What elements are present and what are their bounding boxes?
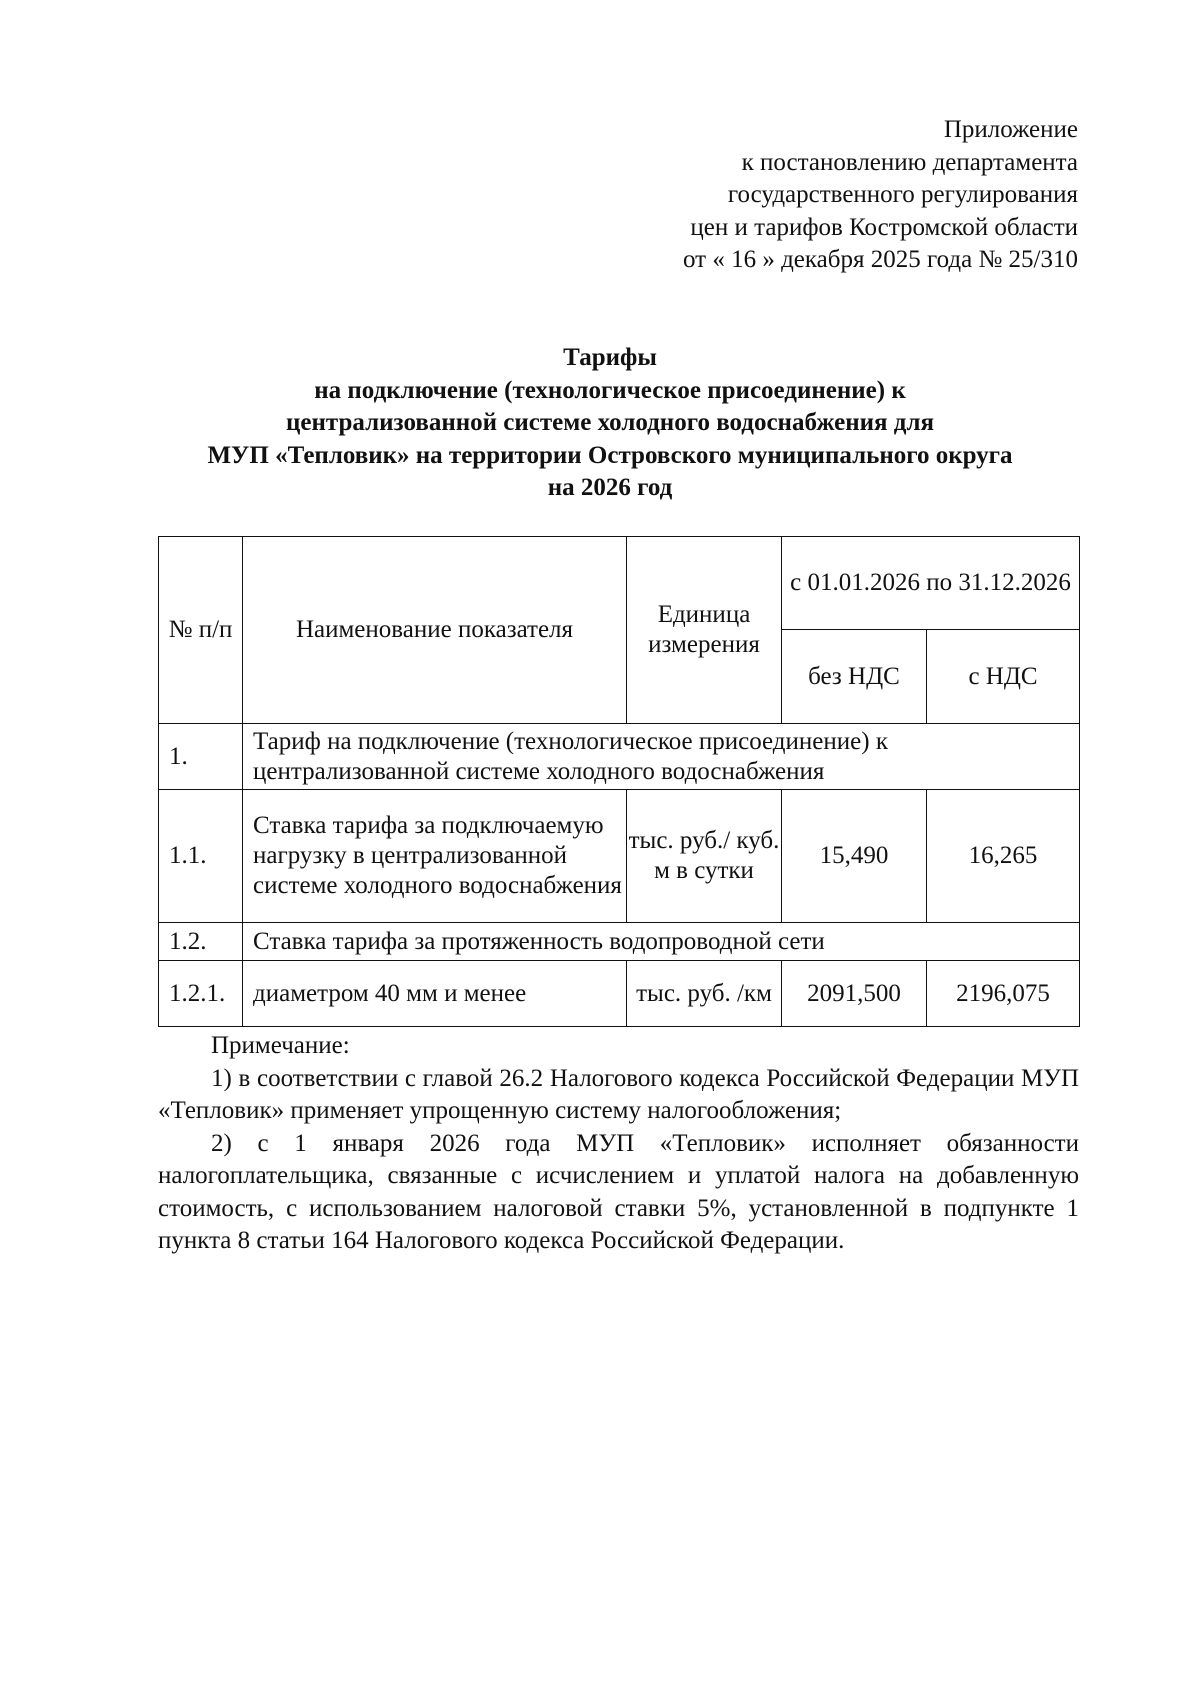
- table-row: [159, 724, 1080, 790]
- row-name: Ставка тарифа за подключаемую нагрузку в централизованной системе холодного водоснабжения: [243, 790, 627, 923]
- header-no-vat: без НДС: [782, 630, 927, 724]
- row-section-text: Тариф на подключение (технологическое присоединение) к централизованной системе холодного водоснабжения: [243, 724, 1080, 790]
- notes-section: [158, 1030, 1079, 1258]
- appendix-line: Приложение: [943, 116, 1078, 143]
- row-value-no-vat: 15,490: [782, 790, 927, 923]
- tariff-table: [158, 536, 1080, 1027]
- header-with-vat: с НДС: [927, 630, 1080, 724]
- row-num: 1.2.: [159, 923, 243, 961]
- notes-label: Примечание:: [211, 1032, 350, 1059]
- header-unit: Единица измерения: [627, 537, 782, 724]
- appendix-header: [683, 114, 1078, 277]
- title-line: на 2026 год: [547, 474, 673, 501]
- row-section-text: Ставка тарифа за протяженность водопроводной сети: [243, 923, 1080, 961]
- row-value-no-vat: 2091,500: [782, 961, 927, 1027]
- document-title: [130, 342, 1090, 505]
- title-line: Тарифы: [563, 344, 657, 371]
- row-value-with-vat: 2196,075: [927, 961, 1080, 1027]
- appendix-line: государственного регулирования: [727, 181, 1078, 208]
- table-header-row: [159, 537, 1080, 630]
- header-num: № п/п: [159, 537, 243, 724]
- row-num: 1.1.: [159, 790, 243, 923]
- header-name: Наименование показателя: [243, 537, 627, 724]
- note-item: 2) с 1 января 2026 года МУП «Тепловик» исполняет обязанности налогоплательщика, связанные с исчислением и уплатой налога на добавленную стоимость, с использованием налоговой ставки 5%, установленной в подпункте 1 пункта 8 статьи 164 Налогового кодекса Российской Федерации.: [158, 1129, 1079, 1254]
- appendix-line: от « 16 » декабря 2025 года № 25/310: [682, 246, 1078, 273]
- row-name: диаметром 40 мм и менее: [243, 961, 627, 1027]
- header-period: с 01.01.2026 по 31.12.2026: [782, 537, 1080, 630]
- row-unit: тыс. руб. /км: [627, 961, 782, 1027]
- row-num: 1.2.1.: [159, 961, 243, 1027]
- title-line: централизованной системе холодного водоснабжения для: [286, 409, 934, 436]
- table-row: [159, 923, 1080, 961]
- title-line: на подключение (технологическое присоединение) к: [314, 376, 906, 404]
- row-value-with-vat: 16,265: [927, 790, 1080, 923]
- table-row: [159, 961, 1080, 1027]
- appendix-line: к постановлению департамента: [741, 148, 1078, 176]
- appendix-line: цен и тарифов Костромской области: [690, 213, 1078, 241]
- row-unit: тыс. руб./ куб. м в сутки: [627, 790, 782, 923]
- table-row: [159, 790, 1080, 923]
- note-item: 1) в соответствии с главой 26.2 Налогового кодекса Российской Федерации МУП «Тепловик» применяет упрощенную систему налогообложения;: [158, 1064, 1079, 1124]
- row-num: 1.: [159, 724, 243, 790]
- title-line: МУП «Тепловик» на территории Островского муниципального округа: [207, 441, 1013, 469]
